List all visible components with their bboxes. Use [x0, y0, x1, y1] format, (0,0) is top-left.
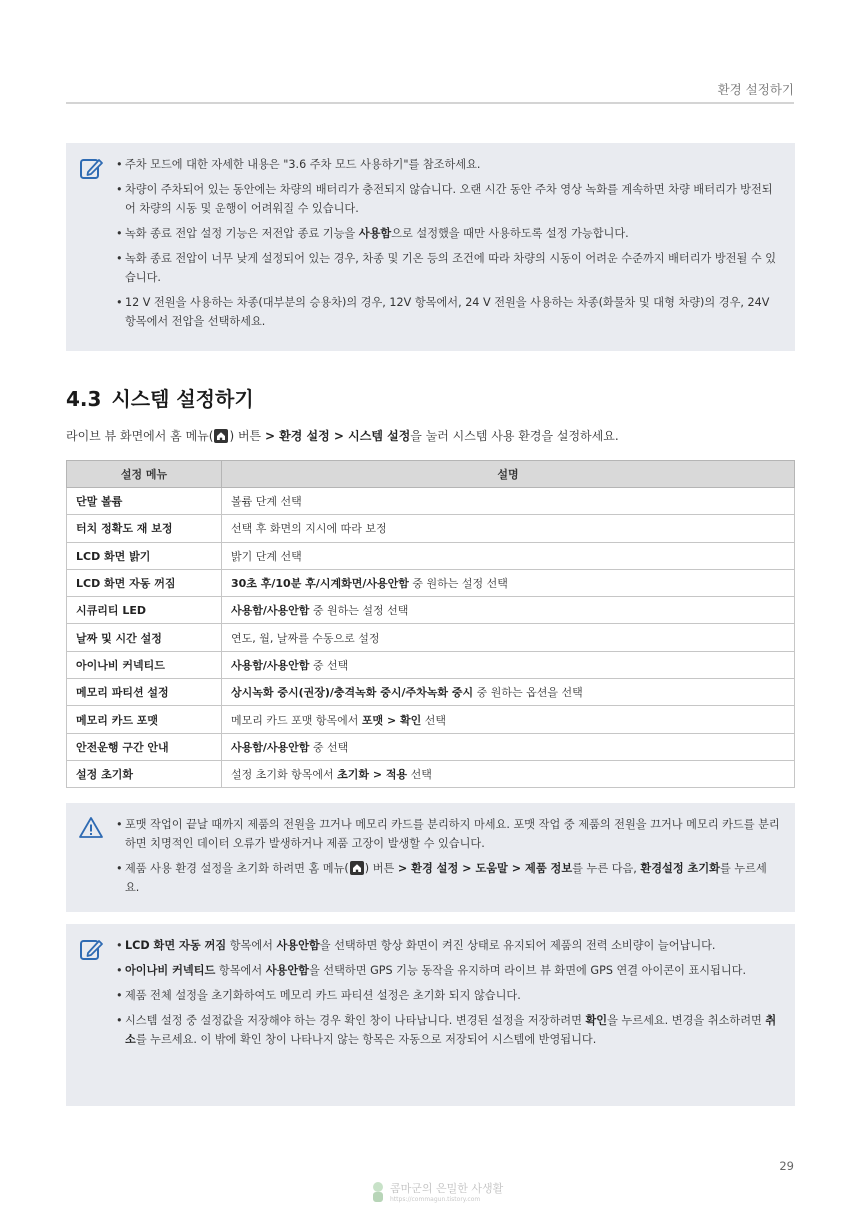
note-item: • 주차 모드에 대한 자세한 내용은 "3.6 주차 모드 사용하기"를 참조하세요.: [116, 155, 781, 174]
setting-menu-cell: 설정 초기화: [67, 760, 222, 787]
page-number: 29: [779, 1159, 794, 1173]
running-header: 환경 설정하기: [717, 82, 794, 97]
mascot-icon: [370, 1180, 386, 1204]
table-row: [67, 542, 795, 569]
section-heading: 4.3 시스템 설정하기: [66, 387, 254, 411]
caution-box: [66, 803, 795, 912]
home-icon: [350, 861, 364, 875]
memo-icon: [78, 155, 104, 181]
table-row: [67, 706, 795, 733]
note-item: • 시스템 설정 중 설정값을 저장해야 하는 경우 확인 창이 나타납니다. 변경된 설정을 저장하려면 확인을 누르세요. 변경을 취소하려면 취소를 누르세요. 이 밖에 확인 창이 나타나지 않는 항목은 자동으로 저장되어 시스템에 반영됩니다.: [116, 1011, 781, 1049]
table-row: [67, 597, 795, 624]
home-icon: [214, 429, 228, 443]
warning-icon: [78, 815, 104, 841]
setting-description-cell: 메모리 카드 포맷 항목에서 포맷 > 확인 선택: [222, 706, 795, 733]
note-item: • 차량이 주차되어 있는 동안에는 차량의 배터리가 충전되지 않습니다. 오랜 시간 동안 주차 영상 녹화를 계속하면 차량 배터리가 방전되어 차량의 시동 및 운행이 어려워질 수 있습니다.: [116, 180, 781, 218]
caution-item: • 포맷 작업이 끝날 때까지 제품의 전원을 끄거나 메모리 카드를 분리하지 마세요. 포맷 작업 중 제품의 전원을 끄거나 메모리 카드를 분리하면 치명적인 데이터 오류가 발생하거나 제품 고장이 발생할 수 있습니다.: [116, 815, 781, 853]
setting-description-cell: 밝기 단계 선택: [222, 542, 795, 569]
table-row: [67, 679, 795, 706]
setting-description-cell: 사용함/사용안함 중 선택: [222, 733, 795, 760]
note-item: • 녹화 종료 전압이 너무 낮게 설정되어 있는 경우, 차종 및 기온 등의 조건에 따라 차량의 시동이 어려운 수준까지 배터리가 방전될 수 있습니다.: [116, 249, 781, 287]
setting-description-cell: 사용함/사용안함 중 원하는 설정 선택: [222, 597, 795, 624]
setting-description-cell: 연도, 월, 날짜를 수동으로 설정: [222, 624, 795, 651]
setting-menu-cell: 메모리 파티션 설정: [67, 679, 222, 706]
setting-menu-cell: LCD 화면 밝기: [67, 542, 222, 569]
table-header-row: [67, 461, 795, 488]
table-row: [67, 651, 795, 678]
setting-menu-cell: 시큐리티 LED: [67, 597, 222, 624]
column-header: 설정 메뉴: [67, 461, 222, 488]
note-item: • LCD 화면 자동 꺼짐 항목에서 사용안함을 선택하면 항상 화면이 켜진 상태로 유지되어 제품의 전력 소비량이 늘어납니다.: [116, 936, 781, 955]
table-row: [67, 569, 795, 596]
header-divider: [66, 102, 794, 104]
settings-table: [66, 460, 795, 788]
setting-description-cell: 30초 후/10분 후/시계화면/사용안함 중 원하는 설정 선택: [222, 569, 795, 596]
setting-menu-cell: 단말 볼륨: [67, 488, 222, 515]
note-box-parking: [66, 143, 795, 351]
setting-description-cell: 설정 초기화 항목에서 초기화 > 적용 선택: [222, 760, 795, 787]
watermark: [370, 1178, 510, 1208]
setting-description-cell: 볼륨 단계 선택: [222, 488, 795, 515]
setting-menu-cell: 메모리 카드 포맷: [67, 706, 222, 733]
setting-menu-cell: 날짜 및 시간 설정: [67, 624, 222, 651]
note-item: • 12 V 전원을 사용하는 차종(대부분의 승용차)의 경우, 12V 항목에서, 24 V 전원을 사용하는 차종(화물차 및 대형 차량)의 경우, 24V 항목에서 전압을 선택하세요.: [116, 293, 781, 331]
table-row: [67, 624, 795, 651]
setting-menu-cell: LCD 화면 자동 꺼짐: [67, 569, 222, 596]
setting-menu-cell: 안전운행 구간 안내: [67, 733, 222, 760]
section-intro: 라이브 뷰 화면에서 홈 메뉴( ) 버튼 > 환경 설정 > 시스템 설정을 눌러 시스템 사용 환경을 설정하세요.: [66, 429, 619, 443]
caution-item: • 제품 사용 환경 설정을 초기화 하려면 홈 메뉴( ) 버튼 > 환경 설정 > 도움말 > 제품 정보를 누른 다음, 환경설정 초기화를 누르세요.: [116, 859, 781, 897]
setting-description-cell: 사용함/사용안함 중 선택: [222, 651, 795, 678]
setting-menu-cell: 아이나비 커넥티드: [67, 651, 222, 678]
table-row: [67, 488, 795, 515]
table-row: [67, 515, 795, 542]
note-box-system: [66, 924, 795, 1106]
note-item: • 녹화 종료 전압 설정 기능은 저전압 종료 기능을 사용함으로 설정했을 때만 사용하도록 설정 가능합니다.: [116, 224, 781, 243]
setting-menu-cell: 터치 정확도 재 보정: [67, 515, 222, 542]
memo-icon: [78, 936, 104, 962]
note-item: • 아이나비 커넥티드 항목에서 사용안함을 선택하면 GPS 기능 동작을 유지하며 라이브 뷰 화면에 GPS 연결 아이콘이 표시됩니다.: [116, 961, 781, 980]
table-row: [67, 733, 795, 760]
setting-description-cell: 상시녹화 중시(권장)/충격녹화 중시/주차녹화 중시 중 원하는 옵션을 선택: [222, 679, 795, 706]
table-row: [67, 760, 795, 787]
setting-description-cell: 선택 후 화면의 지시에 따라 보정: [222, 515, 795, 542]
watermark-url: https://commagun.tistory.com: [390, 1196, 481, 1203]
watermark-title: 콤마군의 은밀한 사생활: [390, 1182, 504, 1195]
column-header: 설명: [222, 461, 795, 488]
note-item: • 제품 전체 설정을 초기화하여도 메모리 카드 파티션 설정은 초기화 되지 않습니다.: [116, 986, 781, 1005]
